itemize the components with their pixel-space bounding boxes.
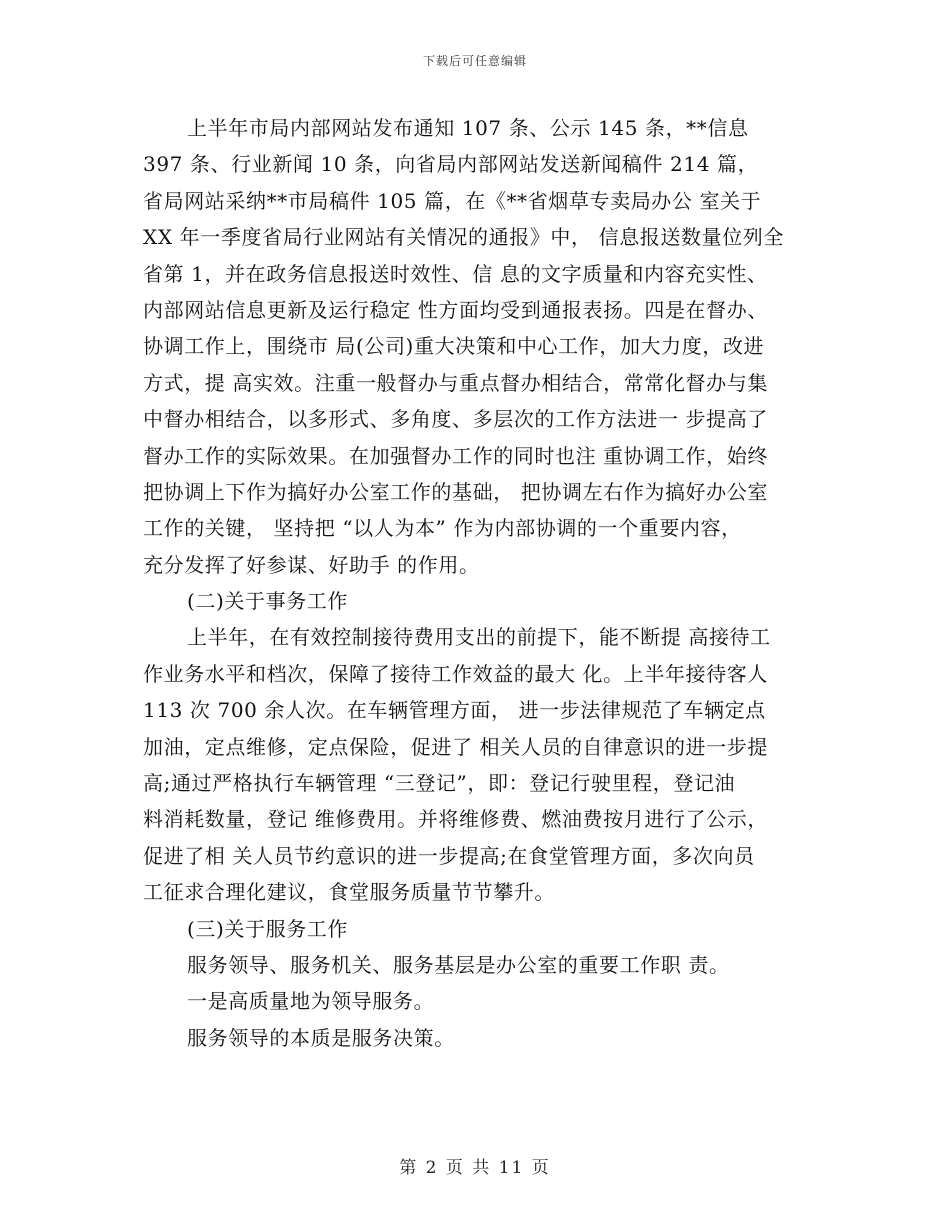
paragraph-line: 督办工作的实际效果。在加强督办工作的同时也注 重协调工作，始终 — [143, 443, 768, 468]
document-body — [143, 110, 811, 1056]
paragraph-line: 加油，定点维修，定点保险，促进了 相关人员的自律意识的进一步提 — [143, 734, 768, 759]
paragraph-line: 方式，提 高实效。注重一般督办与重点督办相结合，常常化督办与集 — [143, 370, 768, 395]
paragraph-line: 把协调上下作为搞好办公室工作的基础， 把协调左右作为搞好办公室 — [143, 479, 768, 504]
paragraph-line: 高;通过严格执行车辆管理 “三登记”，即：登记行驶里程，登记油 — [143, 771, 736, 796]
paragraph-line: 充分发挥了好参谋、好助手 的作用。 — [143, 552, 480, 577]
paragraph-line: 省局网站采纳**市局稿件 105 篇，在《**省烟草专卖局办公 室关于 — [143, 188, 762, 213]
paragraph-line: 上半年市局内部网站发布通知 107 条、公示 145 条，**信息 — [187, 116, 749, 140]
paragraph-line: 397 条、行业新闻 10 条，向省局内部网站发送新闻稿件 214 篇， — [143, 152, 759, 177]
paragraph-line: 工作的关键， 坚持把 “以人为本” 作为内部协调的一个重要内容， — [143, 516, 742, 541]
paragraph-line: 促进了相 关人员节约意识的进一步提高;在食堂管理方面，多次向员 — [143, 843, 755, 868]
paragraph-line: 协调工作上，围绕市 局(公司)重大决策和中心工作，加大力度，改进 — [143, 334, 765, 359]
paragraph-line: 服务领导、服务机关、服务基层是办公室的重要工作职 责。 — [187, 952, 730, 977]
paragraph-line: 内部网站信息更新及运行稳定 性方面均受到通报表扬。四是在督办、 — [143, 297, 768, 322]
paragraph-line: 中督办相结合，以多形式、多角度、多层次的工作方法进一 步提高了 — [143, 407, 768, 432]
paragraph-line: 上半年，在有效控制接待费用支出的前提下，能不断提 高接待工 — [187, 625, 771, 650]
section-heading: (二)关于事务工作 — [187, 589, 349, 614]
paragraph-line: 料消耗数量，登记 维修费用。并将维修费、燃油费按月进行了公示， — [143, 807, 768, 832]
paragraph-line: 工征求合理化建议，食堂服务质量节节攀升。 — [143, 880, 555, 905]
paragraph-line: 一是高质量地为领导服务。 — [187, 989, 435, 1014]
paragraph-line: 113 次 700 余人次。在车辆管理方面， 进一步法律规范了车辆定点 — [143, 698, 766, 723]
paragraph-line: 省第 1，并在政务信息报送时效性、信 息的文字质量和内容充实性、 — [143, 261, 768, 286]
section-heading: (三)关于服务工作 — [187, 916, 349, 941]
page-header: 下载后可任意编辑 — [422, 54, 527, 68]
paragraph-line: XX 年一季度省局行业网站有关情况的通报》中， 信息报送数量位列全 — [143, 225, 784, 250]
paragraph-line: 作业务水平和档次，保障了接待工作效益的最大 化。上半年接待客人 — [143, 661, 768, 686]
page-number: 第 2 页 共 11 页 — [399, 1158, 551, 1178]
paragraph-line: 服务领导的本质是服务决策。 — [187, 1025, 455, 1050]
